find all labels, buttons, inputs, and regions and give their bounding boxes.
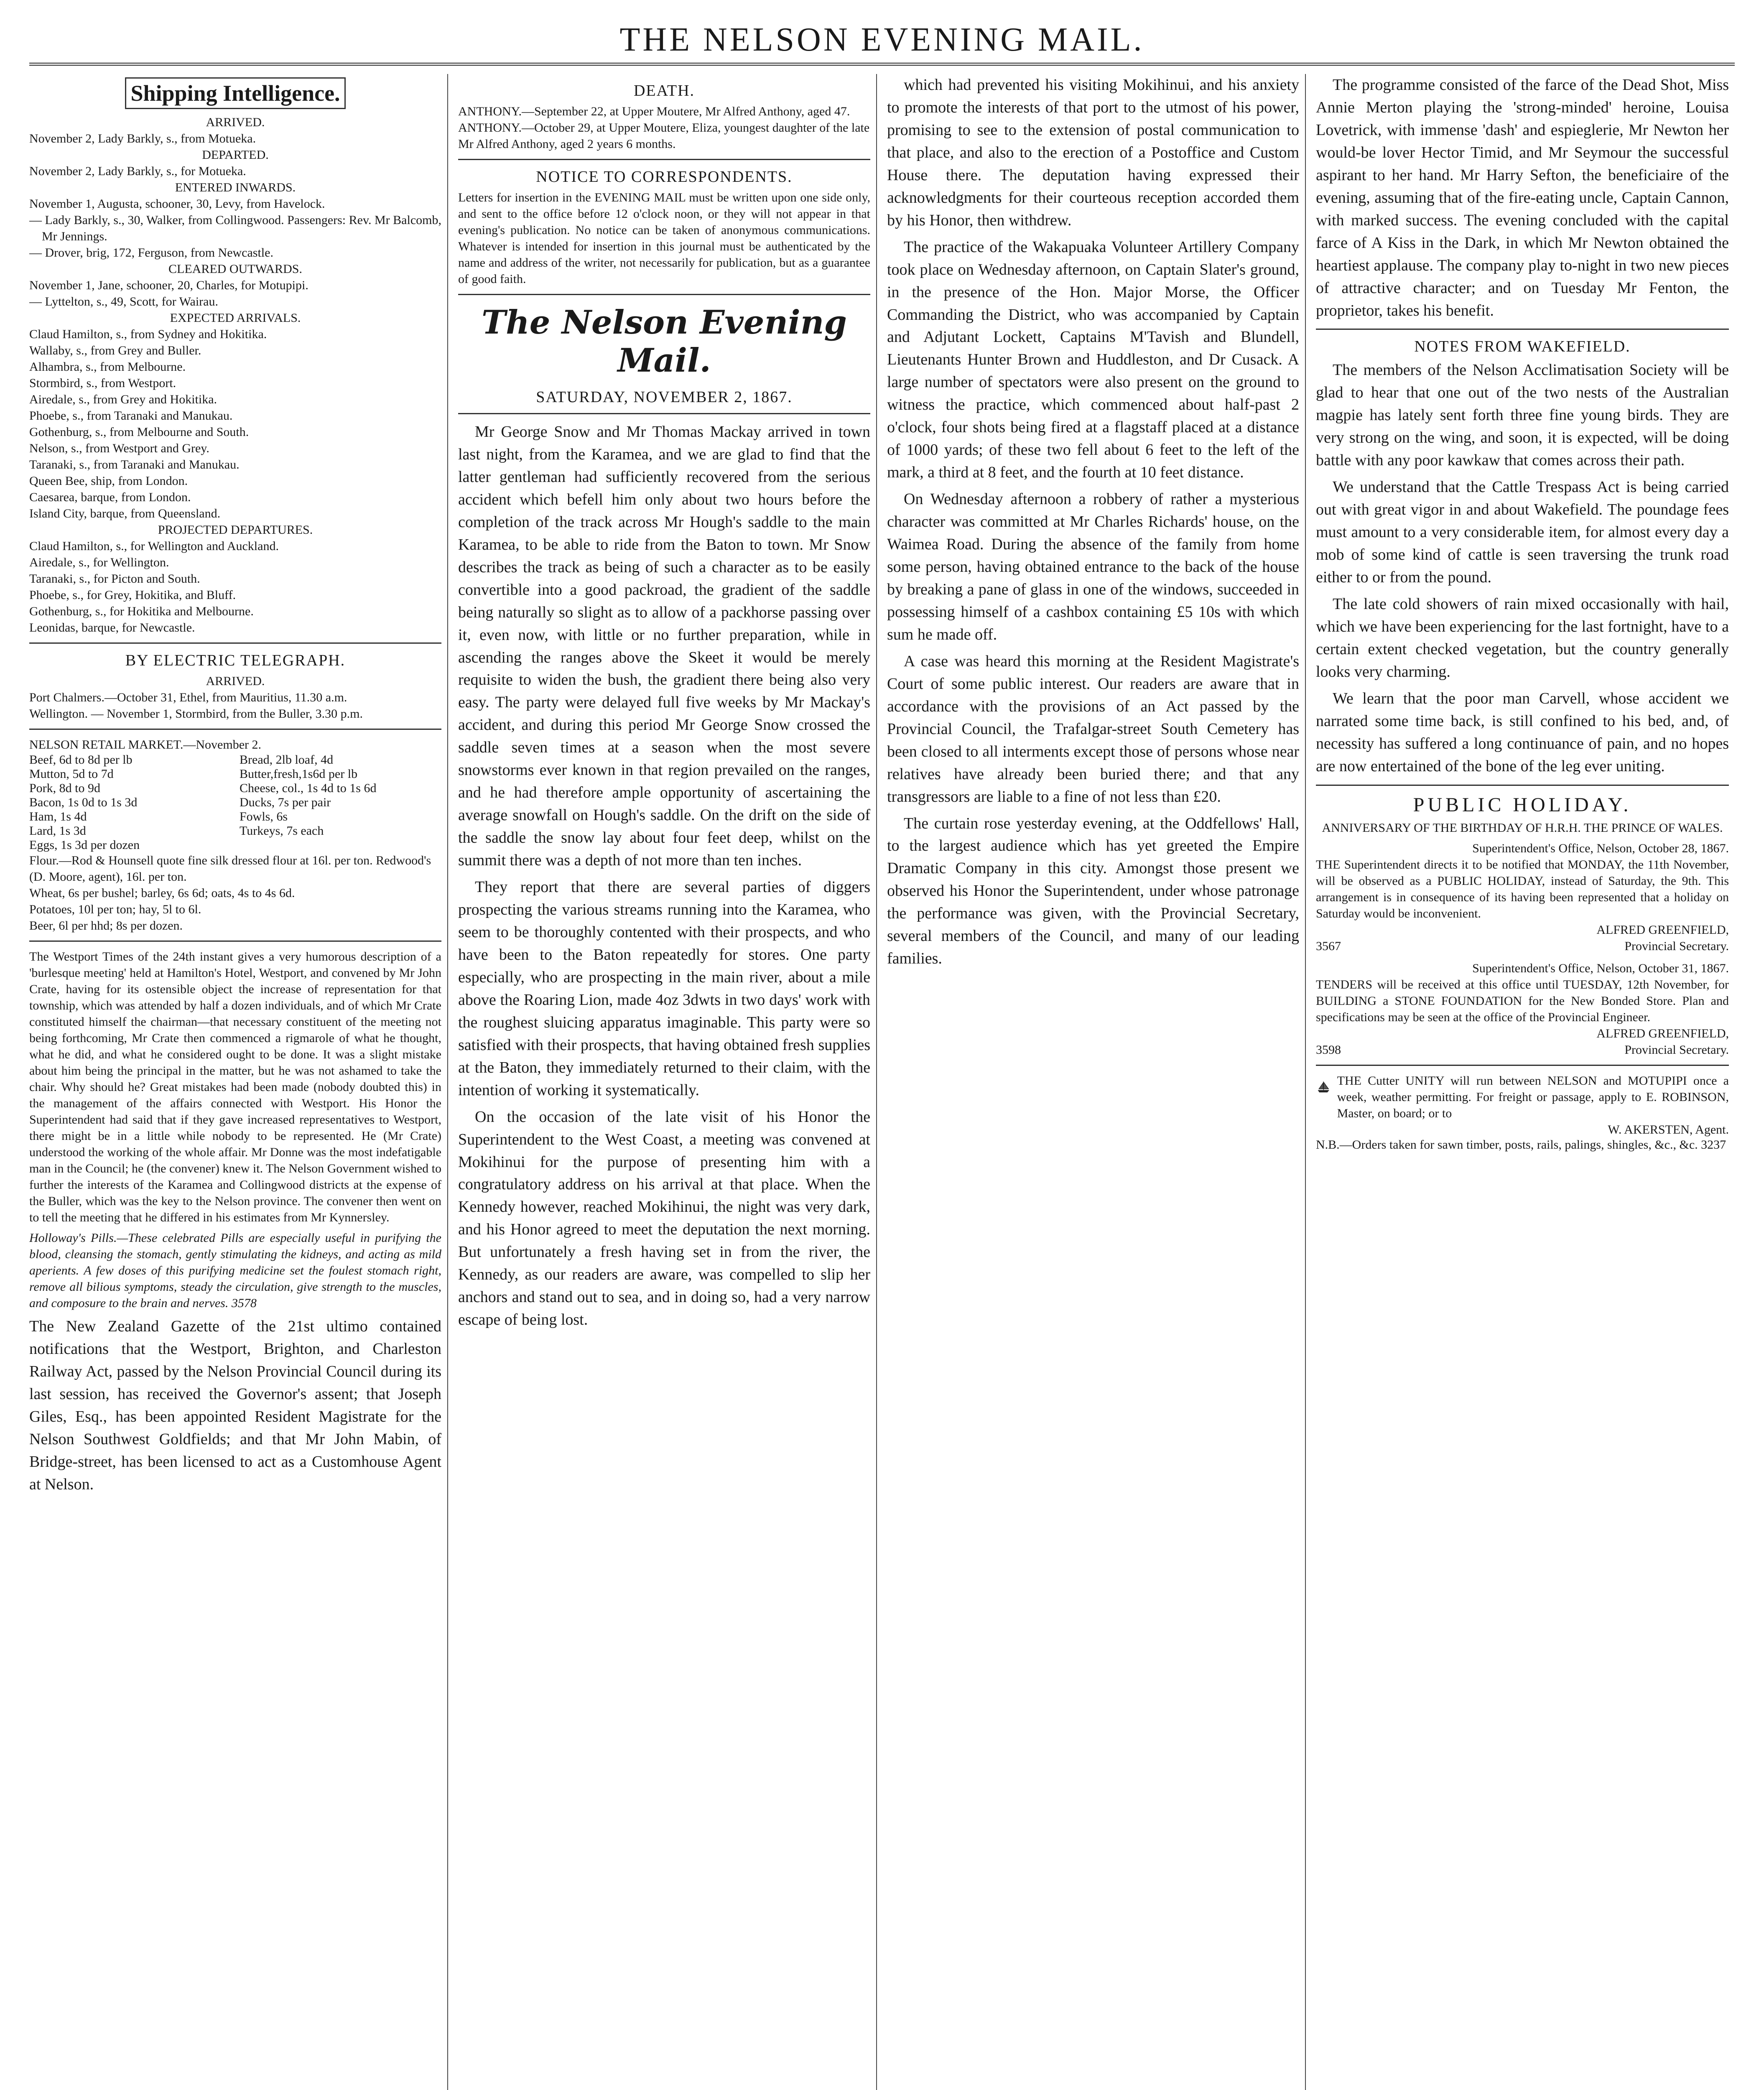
list-item: Airedale, s., from Grey and Hokitika. (29, 393, 217, 406)
telegraph-line: Wellington. — November 1, Stormbird, from the Buller, 3.30 p.m. (29, 707, 363, 721)
tenders-text: TENDERS will be received at this office until TUESDAY, 12th November, for BUILDING a STONE FOUNDATION for the New Bonded Store. Plan and specifications may be seen at the office of the Provincial Engineer. (1316, 977, 1729, 1024)
article-paragraph: The members of the Nelson Acclimatisation Society will be glad to hear that one out of the two nests of the Australian magpie has lately sent forth three fine young birds. They are very strong on the wing, and soon, it is expected, will be doing battle with any poor kawkaw that comes across their path. (1316, 361, 1729, 469)
column-2 (458, 74, 877, 2090)
notice-title: NOTICE TO CORRESPONDENTS. (536, 168, 793, 186)
market-note: Potatoes, 10l per ton; hay, 5l to 6l. (29, 902, 201, 916)
departed-heading: DEPARTED. (202, 148, 269, 162)
divider (458, 294, 870, 295)
cutter-agent: W. AKERSTEN, Agent. (1608, 1122, 1729, 1137)
market-cell: Cheese, col., 1s 4d to 1s 6d (240, 781, 377, 795)
market-cell: Eggs, 1s 3d per dozen (29, 838, 140, 852)
list-item: Stormbird, s., from Westport. (29, 376, 176, 390)
entered-list (29, 196, 441, 261)
market-table (29, 753, 441, 852)
list-item: Claud Hamilton, s., for Wellington and Auckland. (29, 539, 279, 553)
nameplate: The Nelson Evening Mail. (482, 303, 847, 380)
tenders-office: Superintendent's Office, Nelson, October 31, 1867. (1472, 961, 1729, 975)
telegraph-title: BY ELECTRIC TELEGRAPH. (125, 652, 346, 669)
article-paragraph: Mr George Snow and Mr Thomas Mackay arrived in town last night, from the Karamea, and we are glad to find that the latter gentleman had sufficiently recovered from the serious accident which befell him only about two hours before the completion of the track across Mr Hough's saddle to the main Karamea, to be able to ride from the Baton to town. Mr Snow describes the track as being of such a character as to be easily convertible into a good packroad, the gradient of the saddle being naturally so slight as to allow of a packhorse passing over it, even now, with little or no further preparation, while in ascending the ranges above the Skeet it would be merely requisite to widen the bush, the gradient there being also very easy. The party were delayed full five weeks by Mr Mackay's accident, and during this period Mr George Snow crossed the saddle seven times at a season when the most severe snowstorms ever known in that region prevailed on the ranges, and he had therefore ample opportunity of ascertaining the average snowfall on Hough's saddle. On the drift on the side of the saddle the snow lay about four feet deep, whilst on the summit there was a depth of not more than ten inches. (458, 423, 870, 869)
list-item: Leonidas, barque, for Newcastle. (29, 621, 195, 635)
masthead-rule (29, 63, 1735, 66)
editorial-body (458, 421, 870, 1331)
article-paragraph: A case was heard this morning at the Resident Magistrate's Court of some public interest. Our readers are aware that in accordance with the provisions of an Act passed by the Provincial Council, the Trafalgar-street South Cemetery has been closed to all interments except those of persons whose near relatives have already been buried there; and that any transgressors are liable to a fine of not less than £20. (887, 652, 1299, 805)
market-note: Wheat, 6s per bushel; barley, 6s 6d; oats, 4s to 4s 6d. (29, 886, 295, 900)
projected-heading: PROJECTED DEPARTURES. (158, 523, 313, 537)
holiday-text: THE Superintendent directs it to be notified that MONDAY, the 11th November, will be observed as a PUBLIC HOLIDAY, instead of Saturday, the 9th. This arrangement is in consequence of its having been represented that a holiday on Saturday would be inconvenient. (1316, 857, 1729, 920)
divider (29, 642, 441, 644)
holiday-signer: ALFRED GREENFIELD, (1596, 923, 1729, 937)
list-item: Airedale, s., for Wellington. (29, 556, 169, 569)
list-item: Caesarea, barque, from London. (29, 490, 191, 504)
theatre-body (1316, 74, 1729, 322)
market-note: Beer, 6l per hhd; 8s per dozen. (29, 919, 183, 933)
list-item: Taranaki, s., for Picton and South. (29, 572, 200, 586)
wakefield-title: NOTES FROM WAKEFIELD. (1414, 338, 1631, 356)
masthead: THE NELSON EVENING MAIL. (619, 21, 1145, 58)
divider (458, 413, 870, 414)
market-cell: Ham, 1s 4d (29, 810, 87, 823)
list-item: Phoebe, s., for Grey, Hokitika, and Bluff. (29, 588, 236, 602)
market-cell (240, 838, 441, 852)
departed-list (29, 163, 441, 179)
divider (29, 940, 441, 942)
column-4 (1316, 74, 1735, 2090)
columns (29, 74, 1735, 2090)
market-cell: Bread, 2lb loaf, 4d (240, 753, 334, 767)
news-body (887, 74, 1299, 970)
holiday-subtitle: ANNIVERSARY OF THE BIRTHDAY OF H.R.H. THE PRINCE OF WALES. (1322, 821, 1723, 835)
death-entry: ANTHONY.—October 29, at Upper Moutere, Eliza, youngest daughter of the late Mr Alfred Anthony, aged 2 years 6 months. (458, 121, 870, 151)
market-cell: Fowls, 6s (240, 810, 288, 823)
arrived-list (29, 130, 441, 147)
telegraph-section (29, 673, 441, 722)
tenders-signer: ALFRED GREENFIELD, (1596, 1026, 1729, 1040)
list-item: Nelson, s., from Westport and Grey. (29, 441, 209, 455)
list-item: Phoebe, s., from Taranaki and Manukau. (29, 409, 233, 423)
divider (1316, 329, 1729, 330)
list-item: Wallaby, s., from Grey and Buller. (29, 344, 201, 357)
list-item: November 1, Jane, schooner, 20, Charles, for Motupipi. (29, 278, 308, 292)
gazette-article: The New Zealand Gazette of the 21st ultimo contained notifications that the Westport, Brighton, and Charleston Railway Act, passed by the Nelson Provincial Council during its last session, has received the Governor's assent; that Joseph Giles, Esq., has been appointed Resident Magistrate for the Nelson Southwest Goldfields; and that Mr John Mabin, of Bridge-street, has been licensed to act as a Customhouse Agent at Nelson. (29, 1318, 441, 1493)
arrived-heading: ARRIVED. (206, 115, 265, 129)
market-cell: Beef, 6d to 8d per lb (29, 753, 133, 767)
ship-icon (1316, 1073, 1331, 1102)
holiday-footer (1316, 938, 1729, 954)
westport-article: The Westport Times of the 24th instant gives a very humorous description of a 'burlesque meeting' held at Hamilton's Hotel, Westport, and convened by Mr John Crate, having for its ostensible object the increase of representation for that township, which was attended by half a dozen individuals, and of which Mr Crate constituted himself the chairman—that necessary constituent of the meeting not being forthcoming, Mr Crate then commenced a rigmarole of what he thought, what he did, and what he considered ought to be done. It was a slight mistake about him being the principal in the matter, but he was not ashamed to take the chair. Why should he? Great mistakes had been made (nobody doubted this) in the management of the affairs connected with Westport. His Honor the Superintendent had said that if they gave increased representatives to Westport, there might be in a little while nobody to be represented. He (Mr Crate) understood the working of the whole affair. Mr Donne was the most indefatigable man in the Council; he (the convener) knew it. The Nelson Government wished to further the interests of the Karamea and Collingwood districts at the expense of the Buller, which was the key to the Nelson province. The convener then went on to tell the meeting that he differed in his estimates from Mr Kynnersley. (29, 950, 441, 1224)
column-3 (887, 74, 1306, 2090)
list-item: Alhambra, s., from Melbourne. (29, 360, 186, 374)
article-paragraph: The curtain rose yesterday evening, at the Oddfellows' Hall, to the largest audience which has yet greeted the Empire Dramatic Company in this city. Amongst those present we observed his Honor the Superintendent, under whose patronage the performance was given, with the Provincial Secretary, several members of the Council, and many of our leading families. (887, 814, 1299, 968)
market-title: NELSON RETAIL MARKET.—November 2. (29, 738, 262, 752)
market-cell: Mutton, 5d to 7d (29, 767, 114, 781)
article-paragraph: which had prevented his visiting Mokihinui, and his anxiety to promote the interests of that port to the utmost of his power, promising to see to the extension of postal communication to that place, and also to the erection of a Postoffice and Custom House there. The deputation having expressed their acknowledgments for their courteous reception accorded them by his Honor, then withdrew. (887, 76, 1299, 229)
list-item: November 1, Augusta, schooner, 30, Levy, from Havelock. (29, 197, 325, 211)
notice-text: Letters for insertion in the EVENING MAIL must be written upon one side only, and sent to the office before 12 o'clock noon, or they will not appear in that evening's publication. No notice can be taken of anonymous communications. Whatever is intended for insertion in this journal must be authenticated by the name and address of the writer, not necessarily for publication, but as a guarantee of good faith. (458, 191, 870, 286)
entered-heading: ENTERED INWARDS. (175, 181, 296, 194)
market-cell: Pork, 8d to 9d (29, 781, 101, 795)
column-1 (29, 74, 448, 2090)
expected-list (29, 326, 441, 522)
market-cell: Turkeys, 7s each (240, 824, 324, 838)
list-item: Island City, barque, from Queensland. (29, 507, 221, 520)
death-title: DEATH. (633, 82, 695, 99)
divider (1316, 1065, 1729, 1066)
market-notes (29, 852, 441, 934)
expected-heading: EXPECTED ARRIVALS. (170, 311, 301, 325)
cutter-text: THE Cutter UNITY will run between NELSON and MOTUPIPI once a week, weather permitting. For freight or passage, apply to E. ROBINSON, Master, on board; or to (1337, 1073, 1729, 1120)
list-item: Claud Hamilton, s., from Sydney and Hokitika. (29, 327, 267, 341)
article-paragraph: The practice of the Wakapuaka Volunteer Artillery Company took place on Wednesday afternoon, on Captain Slater's ground, in the presence of the Hon. Major Morse, the Officer Commanding the District, who was accompanied by Captain and Adjutant Lockett, Captains M'Tavish and Blundell, Lieutenants Hunter Brown and Huddleston, and Dr Cusack. A large number of spectators were also present on the ground to witness the practice, which commenced about half-past 2 o'clock, four shots being fired at a flagstaff placed at a distance of 1000 yards; of these two fell about 6 feet to the left of the mark, a third at 8 feet, and the fourth at 10 feet distance. (887, 238, 1299, 482)
projected-list (29, 538, 441, 636)
article-paragraph: We understand that the Cattle Trespass Act is being carried out with great vigor in and about Wakefield. The poundage fees must amount to a very considerable item, for almost every day a mob of some kind of cattle is seen traversing the trunk road either to or from the pound. (1316, 478, 1729, 586)
cutter-nb: N.B.—Orders taken for sawn timber, posts, rails, palings, shingles, &c., &c. 3237 (1316, 1137, 1726, 1152)
list-item: November 2, Lady Barkly, s., for Motueka. (29, 164, 246, 178)
holloway-advert: Holloway's Pills.—These celebrated Pills are especially useful in purifying the blood, cleansing the stomach, gently stimulating the kidneys, and acting as mild aperients. A few doses of this purifying medicine set the foulest stomach right, remove all bilious symptoms, steady the circulation, give strength to the muscles, and composure to the brain and nerves. 3578 (29, 1231, 441, 1310)
cleared-heading: CLEARED OUTWARDS. (168, 262, 302, 276)
wakefield-body (1316, 359, 1729, 777)
list-item: — Lady Barkly, s., 30, Walker, from Collingwood. Passengers: Rev. Mr Balcomb, Mr Jennings. (29, 213, 441, 243)
article-paragraph: The programme consisted of the farce of the Dead Shot, Miss Annie Merton playing the 'strong-minded' heroine, Louisa Lovetrick, with immense 'dash' and espieglerie, Mr Newton her would-be lover Hector Timid, and Mr Seymour the successful aspirant to her hand. Mr Harry Sefton, the beneficiaire of the evening, assuming that of the fire-eating uncle, Captain Cannon, with marked success. The evening concluded with the capital farce of A Kiss in the Dark, in which Mr Newton obtained the heartiest applause. The company play to-night in two new pieces of attractive character; and on Tuesday Mr Fenton, the proprietor, takes his benefit. (1316, 76, 1729, 319)
article-paragraph: On Wednesday afternoon a robbery of rather a mysterious character was committed at Mr Charles Richards' house, on the Waimea Road. During the absence of the family from home some person, having obtained entrance to the back of the house by breaking a pane of glass in one of the windows, succeeded in possessing himself of a cashbox containing £5 10s with which sum he made off. (887, 490, 1299, 643)
telegraph-arrived-heading: ARRIVED. (206, 674, 265, 688)
holiday-title: PUBLIC HOLIDAY. (1413, 793, 1632, 816)
newspaper-page (29, 17, 1735, 2090)
list-item: — Lyttelton, s., 49, Scott, for Wairau. (29, 295, 218, 308)
market-cell: Bacon, 1s 0d to 1s 3d (29, 795, 138, 809)
market-cell: Butter,fresh,1s6d per lb (240, 767, 358, 781)
list-item: Gothenburg, s., for Hokitika and Melbourne. (29, 604, 254, 618)
holiday-role: Provincial Secretary. (1624, 939, 1729, 953)
list-item: Taranaki, s., from Taranaki and Manukau. (29, 458, 240, 472)
article-paragraph: The late cold showers of rain mixed occasionally with hail, which we have been experiencing for the last fortnight, have to a certain extent checked vegetation, but the country generally looks very charming. (1316, 595, 1729, 681)
divider (458, 159, 870, 160)
holiday-number: 3567 (1316, 939, 1341, 953)
article-paragraph: On the occasion of the late visit of his Honor the Superintendent to the West Coast, a meeting was convened at Mokihinui for the purpose of presenting him with a congratulatory address on his arrival at that place. When the Kennedy however, reached Mokihinui, the night was very dark, and his Honor agreed to meet the deputation the next morning. But unfortunately a fresh having set in from the river, the Kennedy, as our readers are aware, was compelled to slip her anchors and stand out to sea, and in doing so, had a very narrow escape of being lost. (458, 1108, 870, 1329)
cleared-list (29, 277, 441, 310)
cutter-advert (1316, 1073, 1729, 1121)
shipping-title: Shipping Intelligence. (29, 77, 441, 109)
death-entry: ANTHONY.—September 22, at Upper Moutere, Mr Alfred Anthony, aged 47. (458, 104, 850, 118)
article-paragraph: We learn that the poor man Carvell, whose accident we narrated some time back, is still confined to his bed, and, of necessity has suffered a long continuance of pain, and no hopes are now entertained of the bone of the leg ever uniting. (1316, 689, 1729, 775)
tenders-number: 3598 (1316, 1042, 1341, 1057)
list-item: Queen Bee, ship, from London. (29, 474, 188, 488)
list-item: Gothenburg, s., from Melbourne and South. (29, 425, 249, 439)
market-cell: Lard, 1s 3d (29, 824, 86, 838)
tenders-footer (1316, 1042, 1729, 1058)
list-item: — Drover, brig, 172, Ferguson, from Newcastle. (29, 246, 273, 260)
divider (29, 729, 441, 730)
telegraph-line: Port Chalmers.—October 31, Ethel, from Mauritius, 11.30 a.m. (29, 691, 347, 704)
holiday-office: Superintendent's Office, Nelson, October 28, 1867. (1472, 841, 1729, 855)
article-paragraph: They report that there are several parties of diggers prospecting the various streams running into the Karamea, who seem to be thoroughly contented with their prospects, and who have been to the Baton repeatedly for stores. One party especially, who are prospecting in the main river, about a mile above the Roaring Lion, made 4oz 3dwts in two days' work with the roughest sluicing apparatus imaginable. This party were so satisfied with their prospects, that having obtained fresh supplies at the Baton, they immediately returned to their claim, with the intention of working it systematically. (458, 878, 870, 1099)
dateline: SATURDAY, NOVEMBER 2, 1867. (536, 388, 793, 406)
list-item: November 2, Lady Barkly, s., from Motueka. (29, 132, 256, 145)
market-cell: Ducks, 7s per pair (240, 795, 331, 809)
market-note: Flour.—Rod & Hounsell quote fine silk dressed flour at 16l. per ton. Redwood's (D. Moore, agent), 16l. per ton. (29, 854, 431, 884)
tenders-role: Provincial Secretary. (1624, 1042, 1729, 1057)
shipping-section (29, 114, 441, 636)
divider (1316, 785, 1729, 786)
